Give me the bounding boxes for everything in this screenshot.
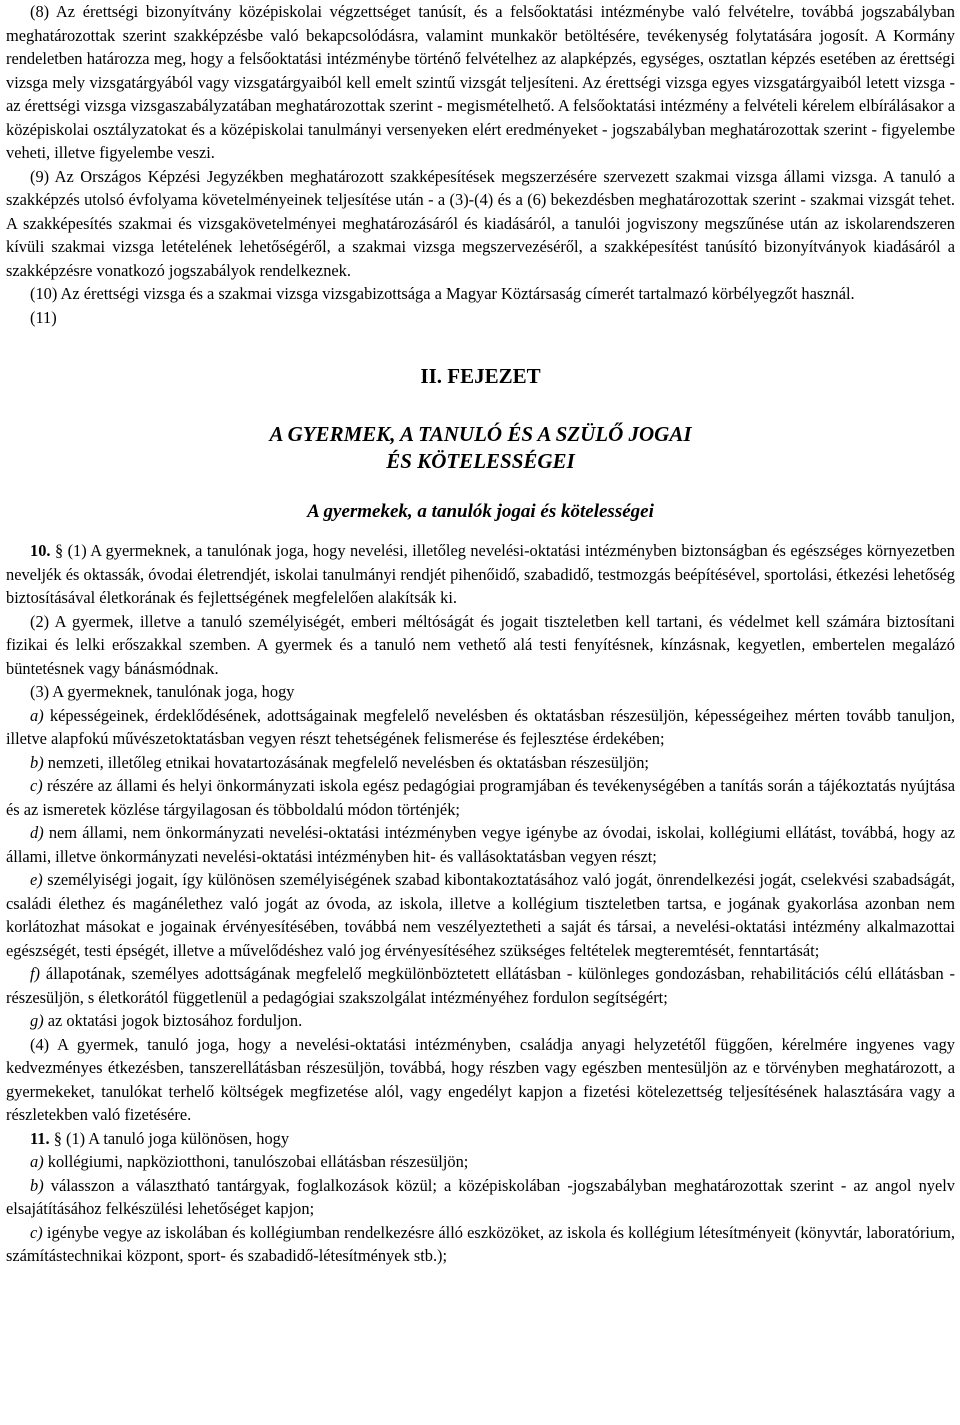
section-subtitle: A gyermekek, a tanulók jogai és kötelességei	[307, 501, 654, 522]
list-text: válasszon a választható tantárgyak, foglalkozások közül; a középiskolában -jogszabályban meghatározottak szerint - az angol nyelv elsajátításához felkészülési lehetőséget kapjon;	[6, 1175, 955, 1218]
list-letter: d)	[30, 823, 44, 842]
list-text: állapotának, személyes adottságának megfelelő megkülönböztetett ellátásban - különleges gondozásban, rehabilitációs célú ellátásban - részesüljön, s életkorától függetlenül a pedagógiai szakszolgálat intézményéhez fordulon segítségért;	[6, 964, 955, 1007]
list-text: képességeinek, érdeklődésének, adottságainak megfelelő nevelésben és oktatásban részesüljön, képességeihez mérten tovább tanuljon, illetve alapfokú művészetoktatásban vegyen részt tehetségének felismerése és fejlesztése érdekében;	[6, 705, 955, 748]
list-text: nemzeti, illetőleg etnikai hovatartozásának megfelelő nevelésben és oktatásban részesüljön;	[43, 752, 649, 772]
paragraph-8: (8) Az érettségi bizonyítvány középiskolai végzettséget tanúsít, és a felsőoktatási intézménybe való felvételre, továbbá jogszabályban meghatározottak szerint szakképzésbe való bekapcsolódásra, valamint munkakör betöltésére, tevékenység folytatására jogosít. A Kormány rendeletben határozza meg, hogy a felsőoktatási intézménybe történő felvételhez az alapképzés, egységes, osztatlan képzés esetében az érettségi vizsga mely vizsgatárgyából vagy vizsgatárgyaiból kell emelt szintű vizsgát teljesíteni. Az érettségi vizsga egyes vizsgatárgyaiból letett vizsga - az érettségi vizsga vizsgaszabályzatában meghatározottak szerint - megismételhető. A felsőoktatási intézmény a felvételi kérelem elbírálásakor a középiskolai osztályzatokat és a középiskolai tanulmányi versenyeken elért eredményeket - jogszabályban meghatározottak szerint - figyelembe veheti, illetve figyelembe veszi.	[6, 2, 955, 162]
list-item-a	[6, 704, 955, 751]
list-letter: g)	[30, 1011, 44, 1030]
list-item-g	[6, 1009, 955, 1033]
section-11-p1-text: § (1) A tanuló joga különösen, hogy	[49, 1128, 290, 1148]
s11-list-item-b	[6, 1174, 955, 1221]
s11-list-item-a	[6, 1150, 955, 1174]
list-item-d	[6, 821, 955, 868]
chapter-title-line-2: ÉS KÖTELESSÉGEI	[386, 449, 575, 473]
list-item-f	[6, 962, 955, 1009]
section-11-number: 11.	[30, 1128, 50, 1148]
list-letter: c)	[30, 1222, 43, 1242]
list-letter: a)	[30, 705, 44, 725]
list-text: részére az állami és helyi önkormányzati iskola egész pedagógiai programjában és tevékenységében a tanítás során a tájékoztatás nyújtása és az ismeretek közlése tárgyilagosan és többoldalú módon történjék;	[6, 776, 955, 819]
list-text: nem állami, nem önkormányzati nevelési-oktatási intézményben vegye igénybe az óvodai, iskolai, kollégiumi ellátást, továbbá, hogy az állami, illetve önkormányzati nevelési-oktatási intézményben hit- és vallásoktatásban vegyen részt;	[6, 823, 955, 866]
list-text: kollégiumi, napköziotthoni, tanulószobai ellátásban részesüljön;	[43, 1152, 469, 1171]
list-letter: c)	[30, 776, 43, 795]
list-item-c	[6, 774, 955, 821]
section-10-paragraph-3: (3) A gyermeknek, tanulónak joga, hogy	[30, 682, 295, 701]
chapter-title-line-1: A GYERMEK, A TANULÓ ÉS A SZÜLŐ JOGAI	[269, 422, 692, 446]
list-text: az oktatási jogok biztosához forduljon.	[43, 1011, 303, 1030]
section-10-number: 10.	[30, 541, 51, 560]
section-10-paragraph-2: (2) A gyermek, illetve a tanuló személyiségét, emberi méltóságát és jogait tiszteletben kell tartani, és védelmet kell számára biztosítani fizikai és lelki erőszakkal szemben. A gyermek és a tanuló nem vethető alá testi fenyítésnek, kínzásnak, kegyetlen, embertelen megalázó büntetésnek vagy bánásmódnak.	[6, 611, 955, 678]
list-letter: a)	[30, 1152, 44, 1171]
chapter-title	[6, 421, 955, 475]
paragraph-10: (10) Az érettségi vizsga és a szakmai vizsga vizsgabizottsága a Magyar Köztársaság címerét tartalmazó körbélyegzőt használ.	[30, 284, 855, 303]
list-item-b	[6, 751, 955, 775]
section-10-p1-text: § (1) A gyermeknek, a tanulónak joga, hogy nevelési, illetőleg nevelési-oktatási intézményben biztonságban és egészséges környezetben neveljék és oktassák, óvodai életrendjét, iskolai tanulmányi rendjét pihenőidő, szabadidő, testmozgás beépítésével, sportolási, étkezési lehetőség biztosításával életkorának és fejlettségének megfelelően alakítsák ki.	[6, 541, 955, 607]
paragraph-9: (9) Az Országos Képzési Jegyzékben meghatározott szakképesítések megszerzésére szervezett szakmai vizsga állami vizsga. A tanuló a szakképzés utolsó évfolyama követelményeinek teljesítése után - a (3)-(4) és a (6) bekezdésben meghatározottak szerint - szakmai vizsgát tehet. A szakképesítés szakmai és vizsgakövetelményei meghatározásáról és kiadásáról, a tanulói jogviszony megszűnése után az iskolarendszeren kívüli szakmai vizsga letételének lehetőségéről, a szakmai vizsga megszervezéséről, a szakképesítést tanúsító bizonyítványok kiadásáról a szakképzésre vonatkozó jogszabályok rendelkeznek.	[6, 166, 955, 280]
section-11-paragraph-1	[6, 1127, 955, 1151]
list-letter: f)	[30, 964, 41, 983]
chapter-heading-block	[6, 363, 955, 525]
chapter-number: II. FEJEZET	[420, 364, 541, 388]
section-10-paragraph-1	[6, 539, 955, 610]
list-letter: e)	[30, 870, 43, 889]
paragraph-11: (11)	[30, 307, 57, 327]
list-letter: b)	[30, 752, 44, 772]
list-item-e	[6, 868, 955, 962]
list-text: személyiségi jogait, így különösen személyiségének szabad kibontakoztatásához való jogát, önrendelkezési jogát, cselekvési szabadságát, családi élethez és magánélethez való jogát az óvoda, az iskola, illetve a kollégium tiszteletben tartsa, e jogának gyakorlása azonban nem korlátozhat másokat e jogainak érvényesítésében, továbbá nem veszélyeztetheti a saját és társai, a nevelési-oktatási intézmény alkalmazottai egészségét, testi épségét, illetve a művelődéshez való jog érvényesítéséhez szükséges feltételek megteremtését, fenntartását;	[6, 870, 955, 960]
section-10-paragraph-4: (4) A gyermek, tanuló joga, hogy a nevelési-oktatási intézményben, családja anyagi helyzetétől függően, kérelmére ingyenes vagy kedvezményes étkezésben, tanszerellátásban részesüljön, továbbá, hogy részben vagy egészben mentesüljön az e törvényben meghatározott, a gyermekeket, tanulókat terhelő költségek megfizetése alól, vagy engedélyt kapjon a fizetési kötelezettség teljesítésének halasztására vagy a részletekben való fizetésére.	[6, 1034, 955, 1124]
list-letter: b)	[30, 1175, 44, 1195]
s11-list-item-c	[6, 1221, 955, 1268]
list-text: igénybe vegye az iskolában és kollégiumban rendelkezésre álló eszközöket, az iskola és kollégium létesítményeit (könyvtár, laboratórium, számítástechnikai központ, sport- és szabadidő-létesítmények stb.);	[6, 1222, 955, 1265]
